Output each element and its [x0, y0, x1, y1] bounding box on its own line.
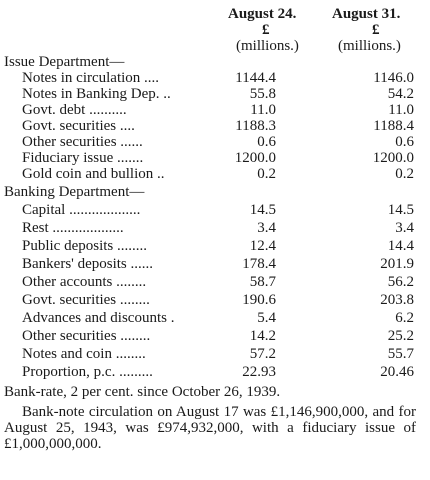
table-row [0, 102, 430, 118]
aug31-value: 14.5 [387, 202, 414, 218]
aug31-value: 25.2 [387, 328, 414, 344]
row-label: Other securities ........ [22, 328, 151, 344]
aug31-value: 0.6 [395, 134, 414, 150]
row-label: Govt. securities ........ [22, 292, 150, 308]
row-label: Notes and coin ........ [22, 346, 146, 362]
aug31-value: 20.46 [380, 364, 414, 380]
aug24-value: 22.93 [242, 364, 276, 380]
aug24-value: 14.2 [249, 328, 276, 344]
row-label: Capital ................... [22, 202, 141, 218]
aug31-value: 201.9 [380, 256, 414, 272]
aug31-value: 1146.0 [373, 70, 414, 86]
row-label: Rest ................... [22, 220, 124, 236]
row-label: Bankers' deposits ...... [22, 256, 154, 272]
table-row [0, 256, 430, 272]
aug24-value: 190.6 [242, 292, 276, 308]
col1-unit: £ [262, 22, 270, 38]
table-row [0, 238, 430, 254]
table-row [0, 118, 430, 134]
aug24-value: 11.0 [250, 102, 276, 118]
bank-rate-note: Bank-rate, 2 per cent. since October 26, 1939. [4, 384, 281, 400]
table-row [0, 364, 430, 380]
aug24-value: 0.2 [257, 166, 276, 182]
aug24-value: 0.6 [257, 134, 276, 150]
section-heading: Banking Department— [4, 184, 145, 200]
col1-scale: (millions.) [236, 38, 299, 54]
aug24-value: 1144.4 [235, 70, 276, 86]
aug24-value: 5.4 [257, 310, 276, 326]
aug24-value: 3.4 [257, 220, 276, 236]
aug31-value: 1200.0 [372, 150, 414, 166]
col2-unit: £ [372, 22, 380, 38]
table-row [0, 202, 430, 218]
row-label: Public deposits ........ [22, 238, 148, 254]
aug24-value: 55.8 [249, 86, 276, 102]
aug24-value: 12.4 [249, 238, 276, 254]
table-row [0, 150, 430, 166]
banking-department-heading [0, 184, 430, 200]
aug31-value: 6.2 [395, 310, 414, 326]
row-label: Proportion, p.c. ......... [22, 364, 153, 380]
aug31-value: 203.8 [380, 292, 414, 308]
row-label: Fiduciary issue ....... [22, 150, 144, 166]
row-label: Advances and discounts . [22, 310, 175, 326]
aug31-value: 14.4 [387, 238, 414, 254]
col2-scale: (millions.) [338, 38, 401, 54]
aug24-value: 14.5 [249, 202, 276, 218]
table-row [0, 166, 430, 182]
aug31-value: 1188.4 [373, 118, 414, 134]
table-row [0, 292, 430, 308]
row-label: Other securities ...... [22, 134, 143, 150]
table-row [0, 86, 430, 102]
table-row [0, 310, 430, 326]
aug31-value: 11.0 [388, 102, 414, 118]
aug24-value: 1188.3 [235, 118, 276, 134]
circulation-note: Bank-note circulation on August 17 was £1,146,900,000, and for August 25, 1943, was £974,932,000, with a fiduciary issue of £1,000,000,000. [4, 404, 416, 452]
table-row [0, 70, 430, 86]
table-row [0, 346, 430, 362]
table-row [0, 134, 430, 150]
row-label: Notes in circulation .... [22, 70, 160, 86]
col2-date: August 31. [332, 6, 401, 22]
aug24-value: 58.7 [249, 274, 276, 290]
aug24-value: 178.4 [242, 256, 276, 272]
aug24-value: 1200.0 [234, 150, 276, 166]
table-row [0, 220, 430, 236]
issue-department-heading [0, 54, 430, 70]
col1-date: August 24. [228, 6, 297, 22]
row-label: Govt. securities .... [22, 118, 135, 134]
section-heading: Issue Department— [4, 54, 125, 70]
aug31-value: 3.4 [395, 220, 414, 236]
row-label: Govt. debt .......... [22, 102, 127, 118]
aug31-value: 56.2 [387, 274, 414, 290]
table-row [0, 274, 430, 290]
row-label: Gold coin and bullion .. [22, 166, 165, 182]
row-label: Notes in Banking Dep. .. [22, 86, 171, 102]
aug31-value: 55.7 [387, 346, 414, 362]
aug31-value: 0.2 [395, 166, 414, 182]
aug31-value: 54.2 [387, 86, 414, 102]
aug24-value: 57.2 [249, 346, 276, 362]
table-row [0, 328, 430, 344]
row-label: Other accounts ........ [22, 274, 147, 290]
